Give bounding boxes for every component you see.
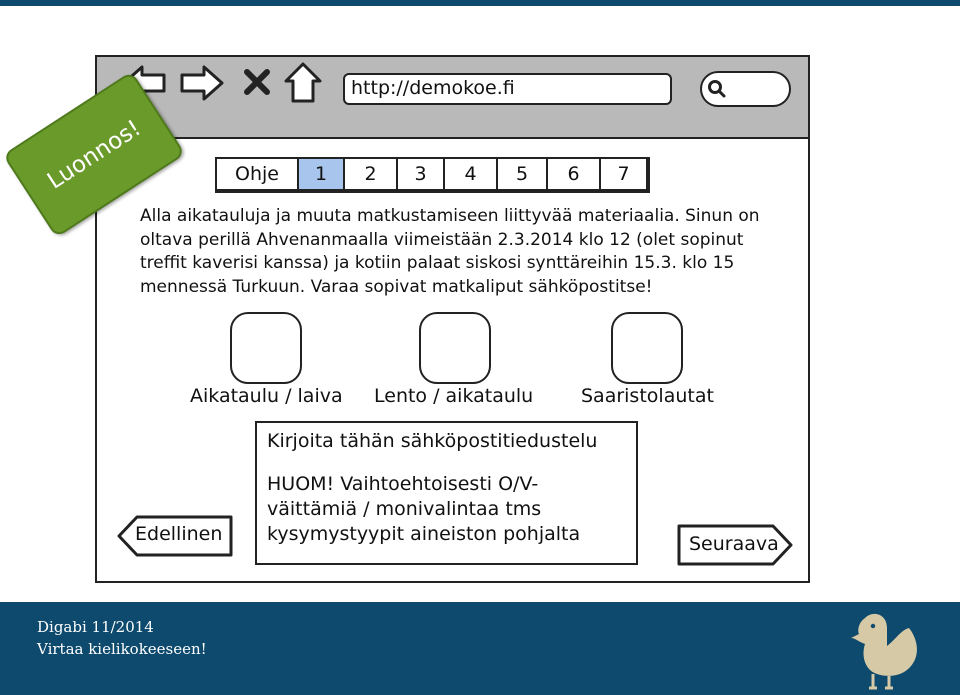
tab-2[interactable]: 2 <box>345 159 398 189</box>
material-option-ferry[interactable] <box>230 312 302 384</box>
previous-button[interactable] <box>117 515 235 557</box>
browser-mockup <box>95 55 810 583</box>
footer-date: Digabi 11/2014 <box>37 618 154 636</box>
next-button[interactable] <box>675 524 793 566</box>
search-icon <box>706 78 728 100</box>
textarea-note-line-1: HUOM! Vaihtoehtoisesti O/V- <box>267 473 539 495</box>
search-field[interactable] <box>700 71 791 107</box>
address-bar[interactable]: http://demokoe.fi <box>343 73 672 105</box>
task-instructions: Alla aikatauluja ja muuta matkustamiseen liittyvää materiaalia. Sinun on oltava perillä Ahvenanmaalla viimeistään 2.3.2014 klo 12 (olet sopinut treffit kaverisi kanssa) ja kotiin palaat siskosi synttäreihin 15.3. klo 15 mennessä Turkuun. Varaa sopivat matkaliput sähköpostitse! <box>140 206 760 297</box>
footer-bar <box>0 602 960 695</box>
footer-slogan: Virtaa kielikokeeseen! <box>37 640 207 658</box>
next-button-label: Seuraava <box>689 533 779 555</box>
tab-1[interactable]: 1 <box>299 159 345 189</box>
option-label-flight: Lento / aikataulu <box>374 385 534 407</box>
forward-arrow-icon[interactable] <box>179 63 225 103</box>
tab-6[interactable]: 6 <box>548 159 601 189</box>
tab-7[interactable]: 7 <box>617 163 630 185</box>
tab-4[interactable]: 4 <box>445 159 498 189</box>
email-textarea[interactable] <box>255 421 638 565</box>
top-accent-bar <box>0 0 960 6</box>
tab-3[interactable]: 3 <box>398 159 445 189</box>
material-option-archipelago[interactable] <box>611 312 683 384</box>
textarea-note-line-3: kysymystyypit aineiston pohjalta <box>267 523 581 545</box>
option-label-ferry: Aikataulu / laiva <box>190 385 343 407</box>
tab-5[interactable]: 5 <box>498 159 548 189</box>
question-tabs <box>215 157 650 193</box>
previous-button-label: Edellinen <box>135 523 223 545</box>
draft-stamp-label: Luonnos! <box>42 114 146 195</box>
close-icon[interactable] <box>242 67 272 97</box>
option-label-archipelago: Saaristolautat <box>581 385 714 407</box>
browser-toolbar <box>97 57 808 139</box>
textarea-note-line-2: väittämiä / monivalintaa tms <box>267 498 542 520</box>
material-option-flight[interactable] <box>419 312 491 384</box>
home-icon[interactable] <box>283 61 323 105</box>
rooster-logo-icon <box>843 608 923 692</box>
textarea-prompt: Kirjoita tähän sähköpostitiedustelu <box>267 430 598 452</box>
tab-ohje[interactable]: Ohje <box>217 159 299 189</box>
